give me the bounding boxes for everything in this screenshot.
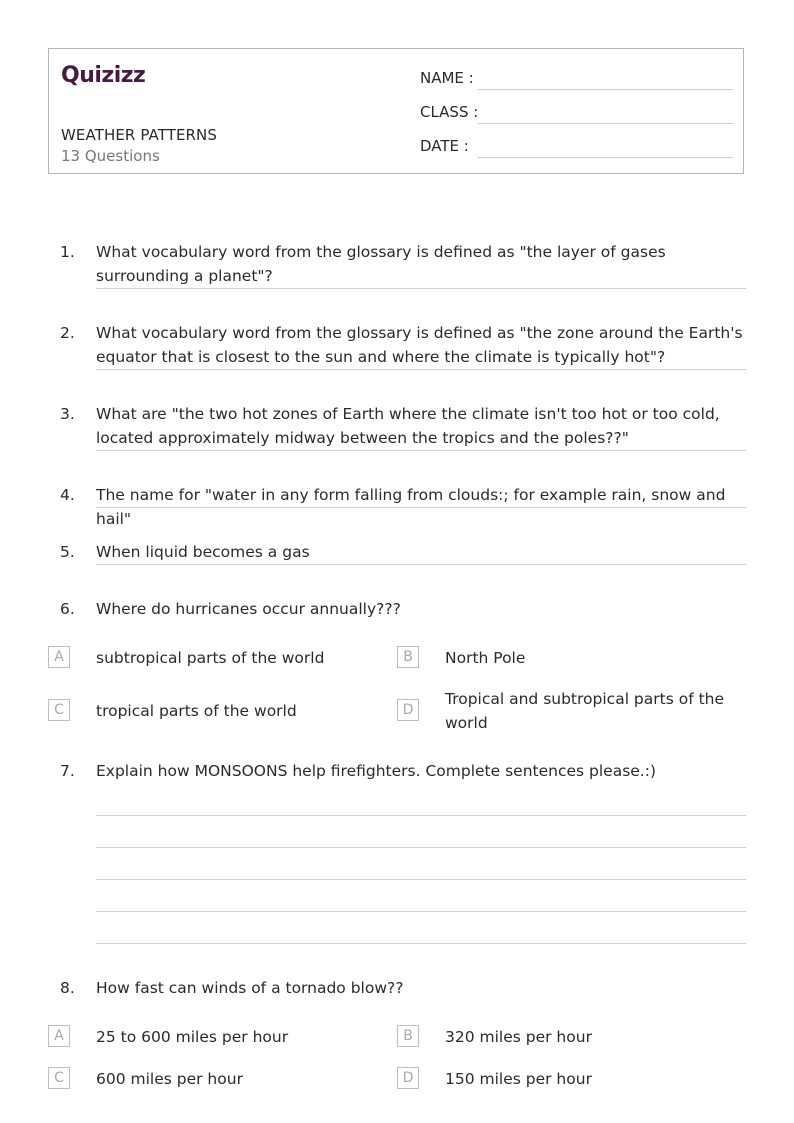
question-text: How fast can winds of a tornado blow??: [96, 979, 404, 997]
option-d-text: Tropical and subtropical parts of the world: [445, 690, 725, 732]
quizizz-logo-icon: [61, 59, 151, 87]
option-b-box[interactable]: B: [397, 1025, 419, 1047]
answer-line[interactable]: [96, 911, 746, 912]
date-label: DATE :: [420, 137, 469, 155]
option-b-text: 320 miles per hour: [445, 1028, 592, 1046]
option-a-box[interactable]: A: [48, 646, 70, 668]
worksheet-title: WEATHER PATTERNS: [61, 126, 218, 144]
question-number: 5.: [60, 543, 75, 561]
option-d-box[interactable]: D: [397, 1067, 419, 1089]
question-number: 2.: [60, 324, 75, 342]
question-number: 8.: [60, 979, 75, 997]
question-text: When liquid becomes a gas: [96, 543, 310, 561]
quizizz-logo: [61, 59, 151, 91]
question-text: What vocabulary word from the glossary is defined as "the zone around the Earth's equator that is closest to the sun and where the climate is typically hot"?: [96, 324, 743, 366]
class-field[interactable]: [478, 123, 733, 124]
option-a-text: 25 to 600 miles per hour: [96, 1028, 289, 1046]
answer-line[interactable]: [96, 288, 746, 289]
question-text: The name for "water in any form falling from clouds:; for example rain, snow and hail": [96, 486, 726, 528]
name-label: NAME :: [420, 69, 474, 87]
question-text: What are "the two hot zones of Earth where the climate isn't too hot or too cold, located approximately midway between the tropics and the poles??": [96, 405, 720, 447]
option-d-text: 150 miles per hour: [445, 1070, 592, 1088]
question-text: What vocabulary word from the glossary is defined as "the layer of gases surrounding a planet"?: [96, 243, 666, 285]
answer-line[interactable]: [96, 847, 746, 848]
option-c-text: 600 miles per hour: [96, 1070, 243, 1088]
question-number: 6.: [60, 600, 75, 618]
option-b-box[interactable]: B: [397, 646, 419, 668]
question-number: 1.: [60, 243, 75, 261]
answer-line[interactable]: [96, 879, 746, 880]
question-number: 7.: [60, 762, 75, 780]
svg-text:Quizizz: Quizizz: [61, 63, 146, 87]
name-field[interactable]: [478, 89, 733, 90]
question-number: 3.: [60, 405, 75, 423]
answer-line[interactable]: [96, 564, 746, 565]
answer-line[interactable]: [96, 507, 746, 508]
answer-line[interactable]: [96, 943, 746, 944]
question-number: 4.: [60, 486, 75, 504]
question-text: Explain how MONSOONS help firefighters. Complete sentences please.:): [96, 762, 656, 780]
question-count: 13 Questions: [61, 147, 160, 165]
option-a-box[interactable]: A: [48, 1025, 70, 1047]
option-c-box[interactable]: C: [48, 1067, 70, 1089]
class-label: CLASS :: [420, 103, 479, 121]
option-c-text: tropical parts of the world: [96, 702, 297, 720]
question-text: Where do hurricanes occur annually???: [96, 600, 401, 618]
option-c-box[interactable]: C: [48, 699, 70, 721]
option-b-text: North Pole: [445, 649, 526, 667]
answer-line[interactable]: [96, 369, 746, 370]
answer-line[interactable]: [96, 815, 746, 816]
worksheet-header: [48, 48, 744, 174]
option-d-box[interactable]: D: [397, 699, 419, 721]
date-field[interactable]: [478, 157, 733, 158]
answer-line[interactable]: [96, 450, 746, 451]
option-a-text: subtropical parts of the world: [96, 649, 325, 667]
